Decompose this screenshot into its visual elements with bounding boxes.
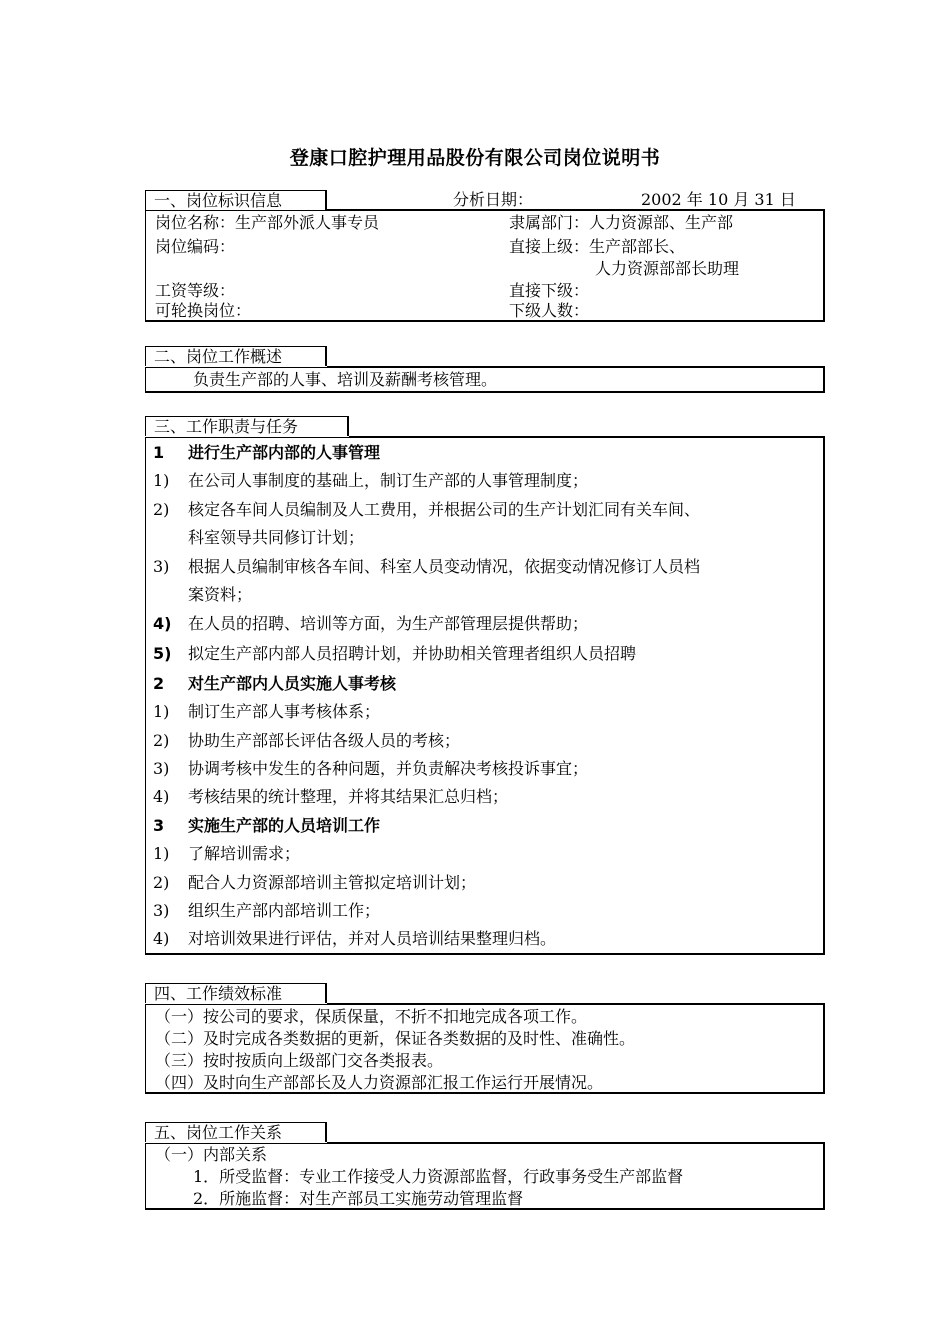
section2-tab: 二、岗位工作概述 (145, 346, 327, 366)
section1-tab: 一、岗位标识信息 (145, 190, 327, 210)
group-number: 2 (153, 674, 165, 693)
salary-grade: 工资等级： (155, 281, 236, 300)
section5-tab: 五、岗位工作关系 (145, 1122, 327, 1142)
group-number: 3 (153, 816, 165, 835)
item-number: 4) (153, 614, 172, 633)
list-item: 配合人力资源部培训主管拟定培训计划； (188, 873, 477, 892)
direct-superior-2: 人力资源部部长助理 (595, 259, 740, 278)
group-heading: 进行生产部内部的人事管理 (188, 443, 381, 462)
item-number: 3) (153, 557, 170, 576)
item-number: 3) (153, 759, 170, 778)
list-item-cont: 案资料； (188, 585, 253, 604)
item-number: 1) (153, 844, 170, 863)
list-item: 组织生产部内部培训工作； (188, 901, 381, 920)
list-item: 制订生产部人事考核体系； (188, 702, 381, 721)
item-number: 2) (153, 500, 170, 519)
standard-item: （四）及时向生产部部长及人力资源部汇报工作运行开展情况。 (155, 1073, 604, 1092)
item-number: 4) (153, 929, 170, 948)
post-name: 岗位名称：生产部外派人事专员 (155, 213, 380, 232)
standard-item: （一）按公司的要求，保质保量，不折不扣地完成各项工作。 (155, 1007, 588, 1026)
list-item: 了解培训需求； (188, 844, 301, 863)
group-heading: 实施生产部的人员培训工作 (188, 816, 381, 835)
direct-subordinate: 直接下级： (509, 281, 590, 300)
post-code: 岗位编码： (155, 237, 236, 256)
standard-item: （三）按时按质向上级部门交各类报表。 (155, 1051, 444, 1070)
list-item: 在人员的招聘、培训等方面，为生产部管理层提供帮助； (188, 614, 589, 633)
list-item: 对培训效果进行评估，并对人员培训结果整理归档。 (188, 929, 557, 948)
direct-superior: 直接上级：生产部部长、 (509, 237, 686, 256)
list-item: 在公司人事制度的基础上，制订生产部的人事管理制度； (188, 471, 589, 490)
analysis-date: 2002 年 10 月 31 日 (641, 190, 796, 209)
overview-text: 负责生产部的人事、培训及薪酬考核管理。 (193, 370, 498, 389)
list-item: 核定各车间人员编制及人工费用，并根据公司的生产计划汇同有关车间、 (188, 500, 701, 519)
section3-tab: 三、工作职责与任务 (145, 416, 349, 436)
item-number: 4) (153, 787, 170, 806)
internal-relation-heading: （一）内部关系 (155, 1145, 268, 1164)
subordinate-count: 下级人数： (509, 301, 590, 320)
list-item: 根据人员编制审核各车间、科室人员变动情况，依据变动情况修订人员档 (188, 557, 701, 576)
item-number: 3) (153, 901, 170, 920)
list-item: 协调考核中发生的各种问题，并负责解决考核投诉事宜； (188, 759, 589, 778)
item-number: 2) (153, 873, 170, 892)
group-number: 1 (153, 443, 165, 462)
item-number: 2) (153, 731, 170, 750)
section4-tab: 四、工作绩效标准 (145, 983, 327, 1003)
list-item: 考核结果的统计整理，并将其结果汇总归档； (188, 787, 509, 806)
page-title: 登康口腔护理用品股份有限公司岗位说明书 (289, 147, 661, 169)
relation-item: 2．所施监督：对生产部员工实施劳动管理监督 (193, 1189, 524, 1208)
list-item-cont: 科室领导共同修订计划； (188, 528, 365, 547)
item-number: 5) (153, 644, 172, 663)
list-item: 拟定生产部内部人员招聘计划，并协助相关管理者组织人员招聘 (188, 644, 637, 663)
item-number: 1) (153, 471, 170, 490)
standard-item: （二）及时完成各类数据的更新，保证各类数据的及时性、准确性。 (155, 1029, 636, 1048)
rotation-post: 可轮换岗位： (155, 301, 252, 320)
department: 隶属部门：人力资源部、生产部 (509, 213, 734, 232)
relation-item: 1．所受监督：专业工作接受人力资源部监督，行政事务受生产部监督 (193, 1167, 684, 1186)
item-number: 1) (153, 702, 170, 721)
list-item: 协助生产部部长评估各级人员的考核； (188, 731, 461, 750)
group-heading: 对生产部内人员实施人事考核 (188, 674, 397, 693)
analysis-date-label: 分析日期： (453, 190, 534, 209)
